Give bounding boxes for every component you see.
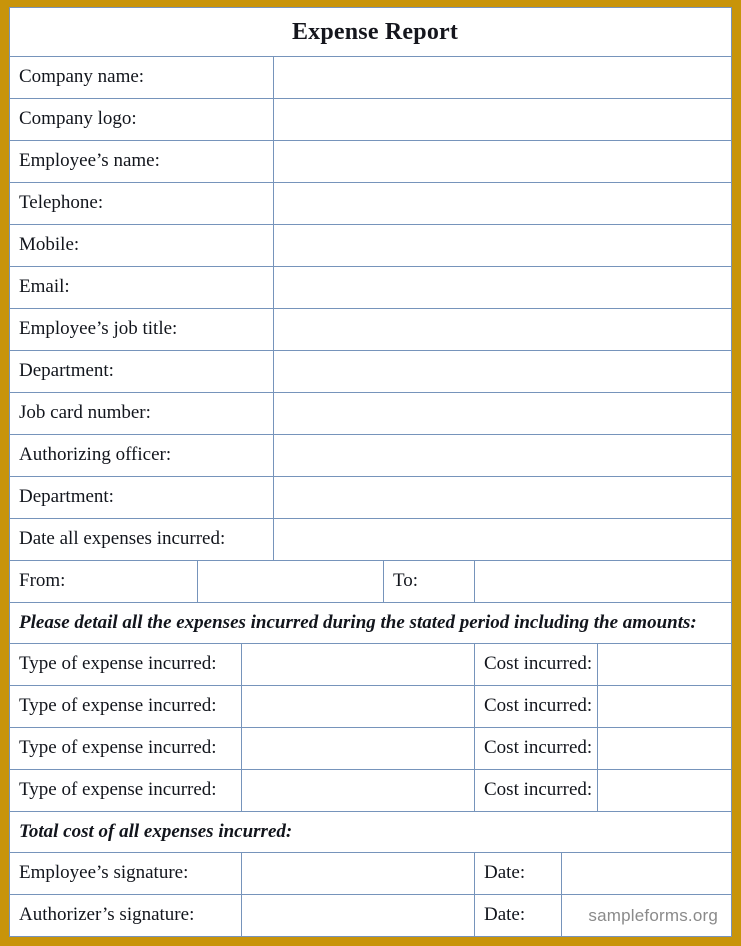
label-telephone: Telephone: [10, 183, 274, 225]
signature-row [10, 895, 732, 937]
label-expense-cost-1: Cost incurred: [475, 644, 598, 686]
table-row [10, 309, 732, 351]
input-department[interactable] [274, 351, 732, 393]
expense-row [10, 686, 732, 728]
label-expense-cost-3: Cost incurred: [475, 728, 598, 770]
label-date-all-expenses-incurred: Date all expenses incurred: [10, 519, 274, 561]
label-email: Email: [10, 267, 274, 309]
label-expense-type-3: Type of expense incurred: [10, 728, 242, 770]
watermark: sampleforms.org [588, 906, 718, 925]
label-period-to: To: [384, 561, 475, 603]
table-row [10, 435, 732, 477]
label-expense-cost-4: Cost incurred: [475, 770, 598, 812]
input-employee-signature-date[interactable] [562, 853, 732, 895]
label-department: Department: [10, 351, 274, 393]
label-authorizer-signature-date: Date: [475, 895, 562, 937]
table-row [10, 99, 732, 141]
signature-row [10, 853, 732, 895]
input-period-to[interactable] [475, 561, 732, 603]
input-job-card-number[interactable] [274, 393, 732, 435]
input-expense-cost-1[interactable] [598, 644, 732, 686]
label-authorizer-department: Department: [10, 477, 274, 519]
label-job-title: Employee’s job title: [10, 309, 274, 351]
table-row [10, 141, 732, 183]
label-expense-type-4: Type of expense incurred: [10, 770, 242, 812]
input-authorizer-department[interactable] [274, 477, 732, 519]
input-expense-cost-2[interactable] [598, 686, 732, 728]
expense-row [10, 770, 732, 812]
label-expense-type-1: Type of expense incurred: [10, 644, 242, 686]
total-row [10, 812, 732, 853]
form-table [9, 7, 732, 937]
input-employee-name[interactable] [274, 141, 732, 183]
input-company-name[interactable] [274, 57, 732, 99]
input-authorizer-signature-date[interactable] [562, 895, 732, 937]
label-company-name: Company name: [10, 57, 274, 99]
label-period-from: From: [10, 561, 198, 603]
label-employee-name: Employee’s name: [10, 141, 274, 183]
label-mobile: Mobile: [10, 225, 274, 267]
label-authorizer-signature: Authorizer’s signature: [10, 895, 242, 937]
table-row [10, 477, 732, 519]
table-row [10, 267, 732, 309]
label-expense-type-2: Type of expense incurred: [10, 686, 242, 728]
label-authorizing-officer: Authorizing officer: [10, 435, 274, 477]
expense-row [10, 728, 732, 770]
page-title: Expense Report [291, 18, 459, 45]
input-authorizing-officer[interactable] [274, 435, 732, 477]
label-employee-signature-date: Date: [475, 853, 562, 895]
table-row [10, 393, 732, 435]
input-expense-type-2[interactable] [242, 686, 475, 728]
input-authorizer-signature[interactable] [242, 895, 475, 937]
input-date-all-expenses-incurred[interactable] [274, 519, 732, 561]
input-period-from[interactable] [198, 561, 384, 603]
input-expense-type-3[interactable] [242, 728, 475, 770]
expense-report-form [9, 7, 732, 937]
label-company-logo: Company logo: [10, 99, 274, 141]
label-expense-cost-2: Cost incurred: [475, 686, 598, 728]
instruction-text: Please detail all the expenses incurred during the stated period including the amounts: [10, 603, 732, 644]
input-expense-cost-4[interactable] [598, 770, 732, 812]
expense-row [10, 644, 732, 686]
table-row [10, 351, 732, 393]
label-total-cost: Total cost of all expenses incurred: [10, 812, 732, 853]
table-row [10, 519, 732, 561]
input-mobile[interactable] [274, 225, 732, 267]
input-expense-cost-3[interactable] [598, 728, 732, 770]
period-row [10, 561, 732, 603]
input-telephone[interactable] [274, 183, 732, 225]
input-email[interactable] [274, 267, 732, 309]
input-expense-type-4[interactable] [242, 770, 475, 812]
instruction-row [10, 603, 732, 644]
input-expense-type-1[interactable] [242, 644, 475, 686]
table-row [10, 225, 732, 267]
label-job-card-number: Job card number: [10, 393, 274, 435]
title-row [10, 8, 732, 57]
input-job-title[interactable] [274, 309, 732, 351]
input-employee-signature[interactable] [242, 853, 475, 895]
form-title-cell [10, 8, 732, 57]
table-row [10, 57, 732, 99]
input-company-logo[interactable] [274, 99, 732, 141]
table-row [10, 183, 732, 225]
label-employee-signature: Employee’s signature: [10, 853, 242, 895]
